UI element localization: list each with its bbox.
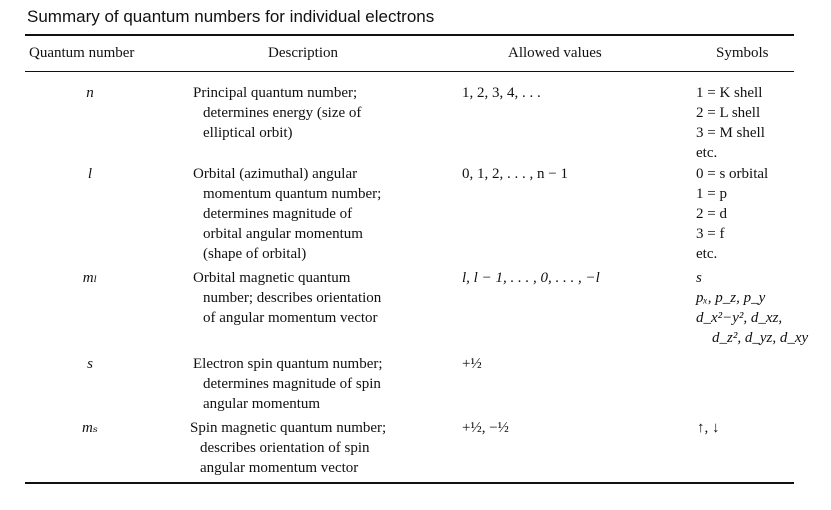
desc-line: (shape of orbital) <box>203 246 307 262</box>
qn-l: l <box>87 166 93 182</box>
symbols-ms <box>697 418 720 438</box>
allowed-ms: +½, −½ <box>462 420 509 436</box>
desc-l <box>193 164 381 264</box>
desc-s <box>193 354 383 414</box>
symbol-line: d_x²−y², d_xz, <box>696 310 783 326</box>
allowed-l: 0, 1, 2, . . . , n − 1 <box>462 166 568 182</box>
desc-line: Orbital magnetic quantum <box>193 270 351 286</box>
symbol-line: pₓ, p_z, p_y <box>696 290 766 306</box>
symbol-line: 1 = K shell <box>696 85 763 101</box>
symbol-line: 2 = d <box>696 206 727 222</box>
symbols-ml <box>696 268 808 348</box>
header-allowed-values: Allowed values <box>508 45 602 61</box>
symbol-line: s <box>696 270 702 286</box>
qn-ml: mₗ <box>82 270 98 286</box>
header-rule <box>25 71 794 72</box>
desc-line: Orbital (azimuthal) angular <box>193 166 358 182</box>
desc-ms <box>190 418 386 478</box>
desc-n <box>193 83 361 143</box>
symbols-l <box>696 164 768 264</box>
desc-ml <box>193 268 381 328</box>
table-caption: Summary of quantum numbers for individual electrons <box>27 7 435 26</box>
symbol-line: 0 = s orbital <box>696 166 769 182</box>
qn-n: n <box>86 85 94 101</box>
desc-line: describes orientation of spin <box>200 440 370 456</box>
top-rule <box>25 34 794 36</box>
symbol-line: etc. <box>696 246 718 262</box>
desc-line: determines energy (size of <box>203 105 362 121</box>
allowed-ml: l, l − 1, . . . , 0, . . . , −l <box>462 270 600 286</box>
qn-ms: mₛ <box>82 420 98 436</box>
desc-line: angular momentum vector <box>200 460 359 476</box>
symbol-line: d_z², d_yz, d_xy <box>712 330 809 346</box>
allowed-s: +½ <box>462 356 482 372</box>
symbol-line: 1 = p <box>696 186 727 202</box>
symbol-line: ↑, ↓ <box>697 420 720 436</box>
header-description: Description <box>268 45 338 61</box>
desc-line: angular momentum <box>203 396 321 412</box>
desc-line: of angular momentum vector <box>203 310 378 326</box>
desc-line: momentum quantum number; <box>203 186 382 202</box>
desc-line: elliptical orbit) <box>203 125 293 141</box>
symbol-line: etc. <box>696 145 718 161</box>
desc-line: orbital angular momentum <box>203 226 363 242</box>
symbol-line: 3 = M shell <box>696 125 765 141</box>
header-quantum-number: Quantum number <box>29 45 135 61</box>
desc-line: Spin magnetic quantum number; <box>190 420 387 436</box>
desc-line: number; describes orientation <box>203 290 382 306</box>
symbol-line: 3 = f <box>696 226 725 242</box>
bottom-rule <box>25 482 794 484</box>
qn-s: s <box>87 356 93 372</box>
allowed-n: 1, 2, 3, 4, . . . <box>462 85 541 101</box>
desc-line: Electron spin quantum number; <box>193 356 383 372</box>
symbol-line: 2 = L shell <box>696 105 761 121</box>
desc-line: Principal quantum number; <box>193 85 358 101</box>
desc-line: determines magnitude of spin <box>203 376 381 392</box>
desc-line: determines magnitude of <box>203 206 353 222</box>
header-symbols: Symbols <box>716 45 769 61</box>
symbols-n <box>696 83 765 163</box>
